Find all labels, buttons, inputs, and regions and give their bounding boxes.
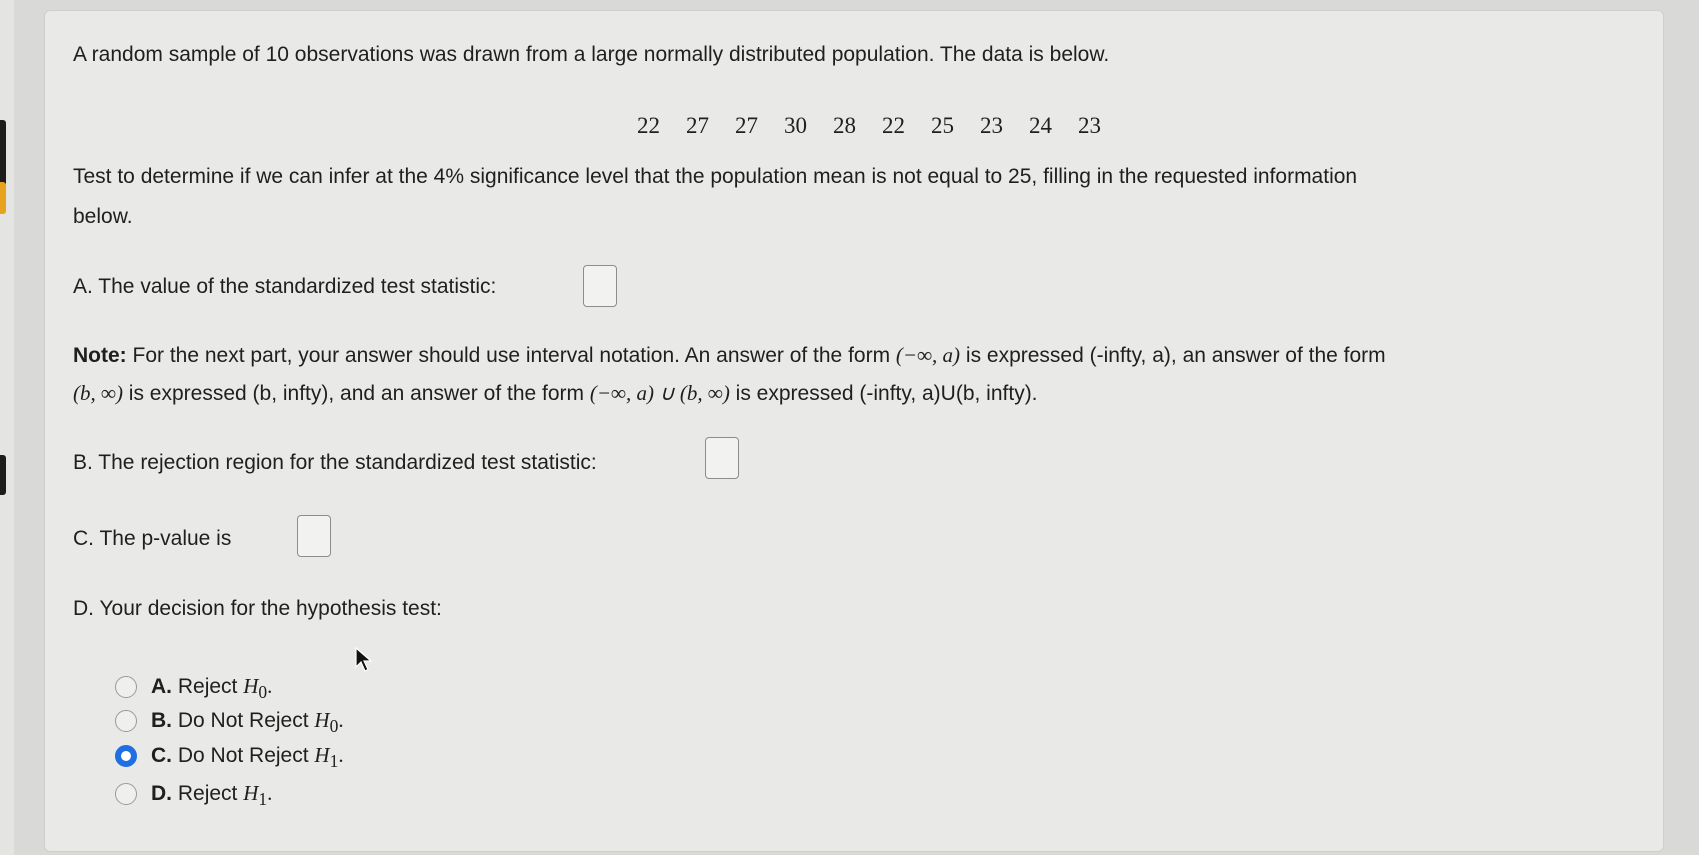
sidebar-marker-dark-2: [0, 455, 6, 495]
option-a-radio[interactable]: [115, 676, 137, 698]
option-a-label[interactable]: A. Reject $H_0$.: [151, 674, 273, 703]
note-math: (−∞, a): [895, 343, 961, 367]
part-a-label: A. The value of the standardized test statistic:: [73, 275, 497, 298]
note-line2: [73, 379, 1038, 408]
rejection-region-input[interactable]: [705, 437, 739, 479]
note-math: (b, ∞): [73, 381, 123, 405]
data-value: 22: [882, 113, 905, 138]
note-label: Note:: [73, 344, 127, 367]
data-value: 23: [1078, 113, 1101, 138]
mouse-cursor-icon: [355, 647, 373, 673]
note-text: is expressed (b, infty), and an answer of the form: [122, 382, 590, 405]
option-b-label[interactable]: B. Do Not Reject $H_0$.: [151, 708, 344, 737]
option-d-radio[interactable]: [115, 783, 137, 805]
note-math: (−∞, a) ∪ (b, ∞): [589, 381, 730, 405]
test-statistic-input[interactable]: [583, 265, 617, 307]
left-sidebar-strip: [0, 0, 14, 855]
data-value: 22: [637, 113, 660, 138]
task-text-line2: below.: [73, 205, 133, 228]
data-values: [637, 113, 1101, 139]
p-value-input[interactable]: [297, 515, 331, 557]
data-value: 25: [931, 113, 954, 138]
part-d-label: D. Your decision for the hypothesis test:: [73, 597, 442, 620]
data-value: 24: [1029, 113, 1052, 138]
part-b-label: B. The rejection region for the standardized test statistic:: [73, 451, 597, 474]
data-value: 27: [735, 113, 758, 138]
note-line1: [73, 341, 1386, 370]
question-panel: [44, 10, 1664, 852]
option-b-radio[interactable]: [115, 710, 137, 732]
option-c-radio[interactable]: [115, 745, 137, 767]
intro-text: A random sample of 10 observations was drawn from a large normally distributed population. The data is below.: [73, 43, 1110, 66]
option-d-label[interactable]: D. Reject $H_1$.: [151, 781, 273, 810]
note-text: is expressed (-infty, a), an answer of the form: [960, 344, 1386, 367]
note-text: is expressed (-infty, a)U(b, infty).: [729, 382, 1038, 405]
note-text: For the next part, your answer should use interval notation. An answer of the form: [126, 344, 896, 367]
data-value: 27: [686, 113, 709, 138]
data-value: 30: [784, 113, 807, 138]
data-value: 23: [980, 113, 1003, 138]
data-value: 28: [833, 113, 856, 138]
task-text-line1: Test to determine if we can infer at the 4% significance level that the population mean is not equal to 25, filling in the requested information: [73, 165, 1358, 188]
sidebar-marker-orange: [0, 182, 6, 214]
option-c-label[interactable]: C. Do Not Reject $H_1$.: [151, 743, 344, 772]
part-c-label: C. The p-value is: [73, 527, 232, 550]
